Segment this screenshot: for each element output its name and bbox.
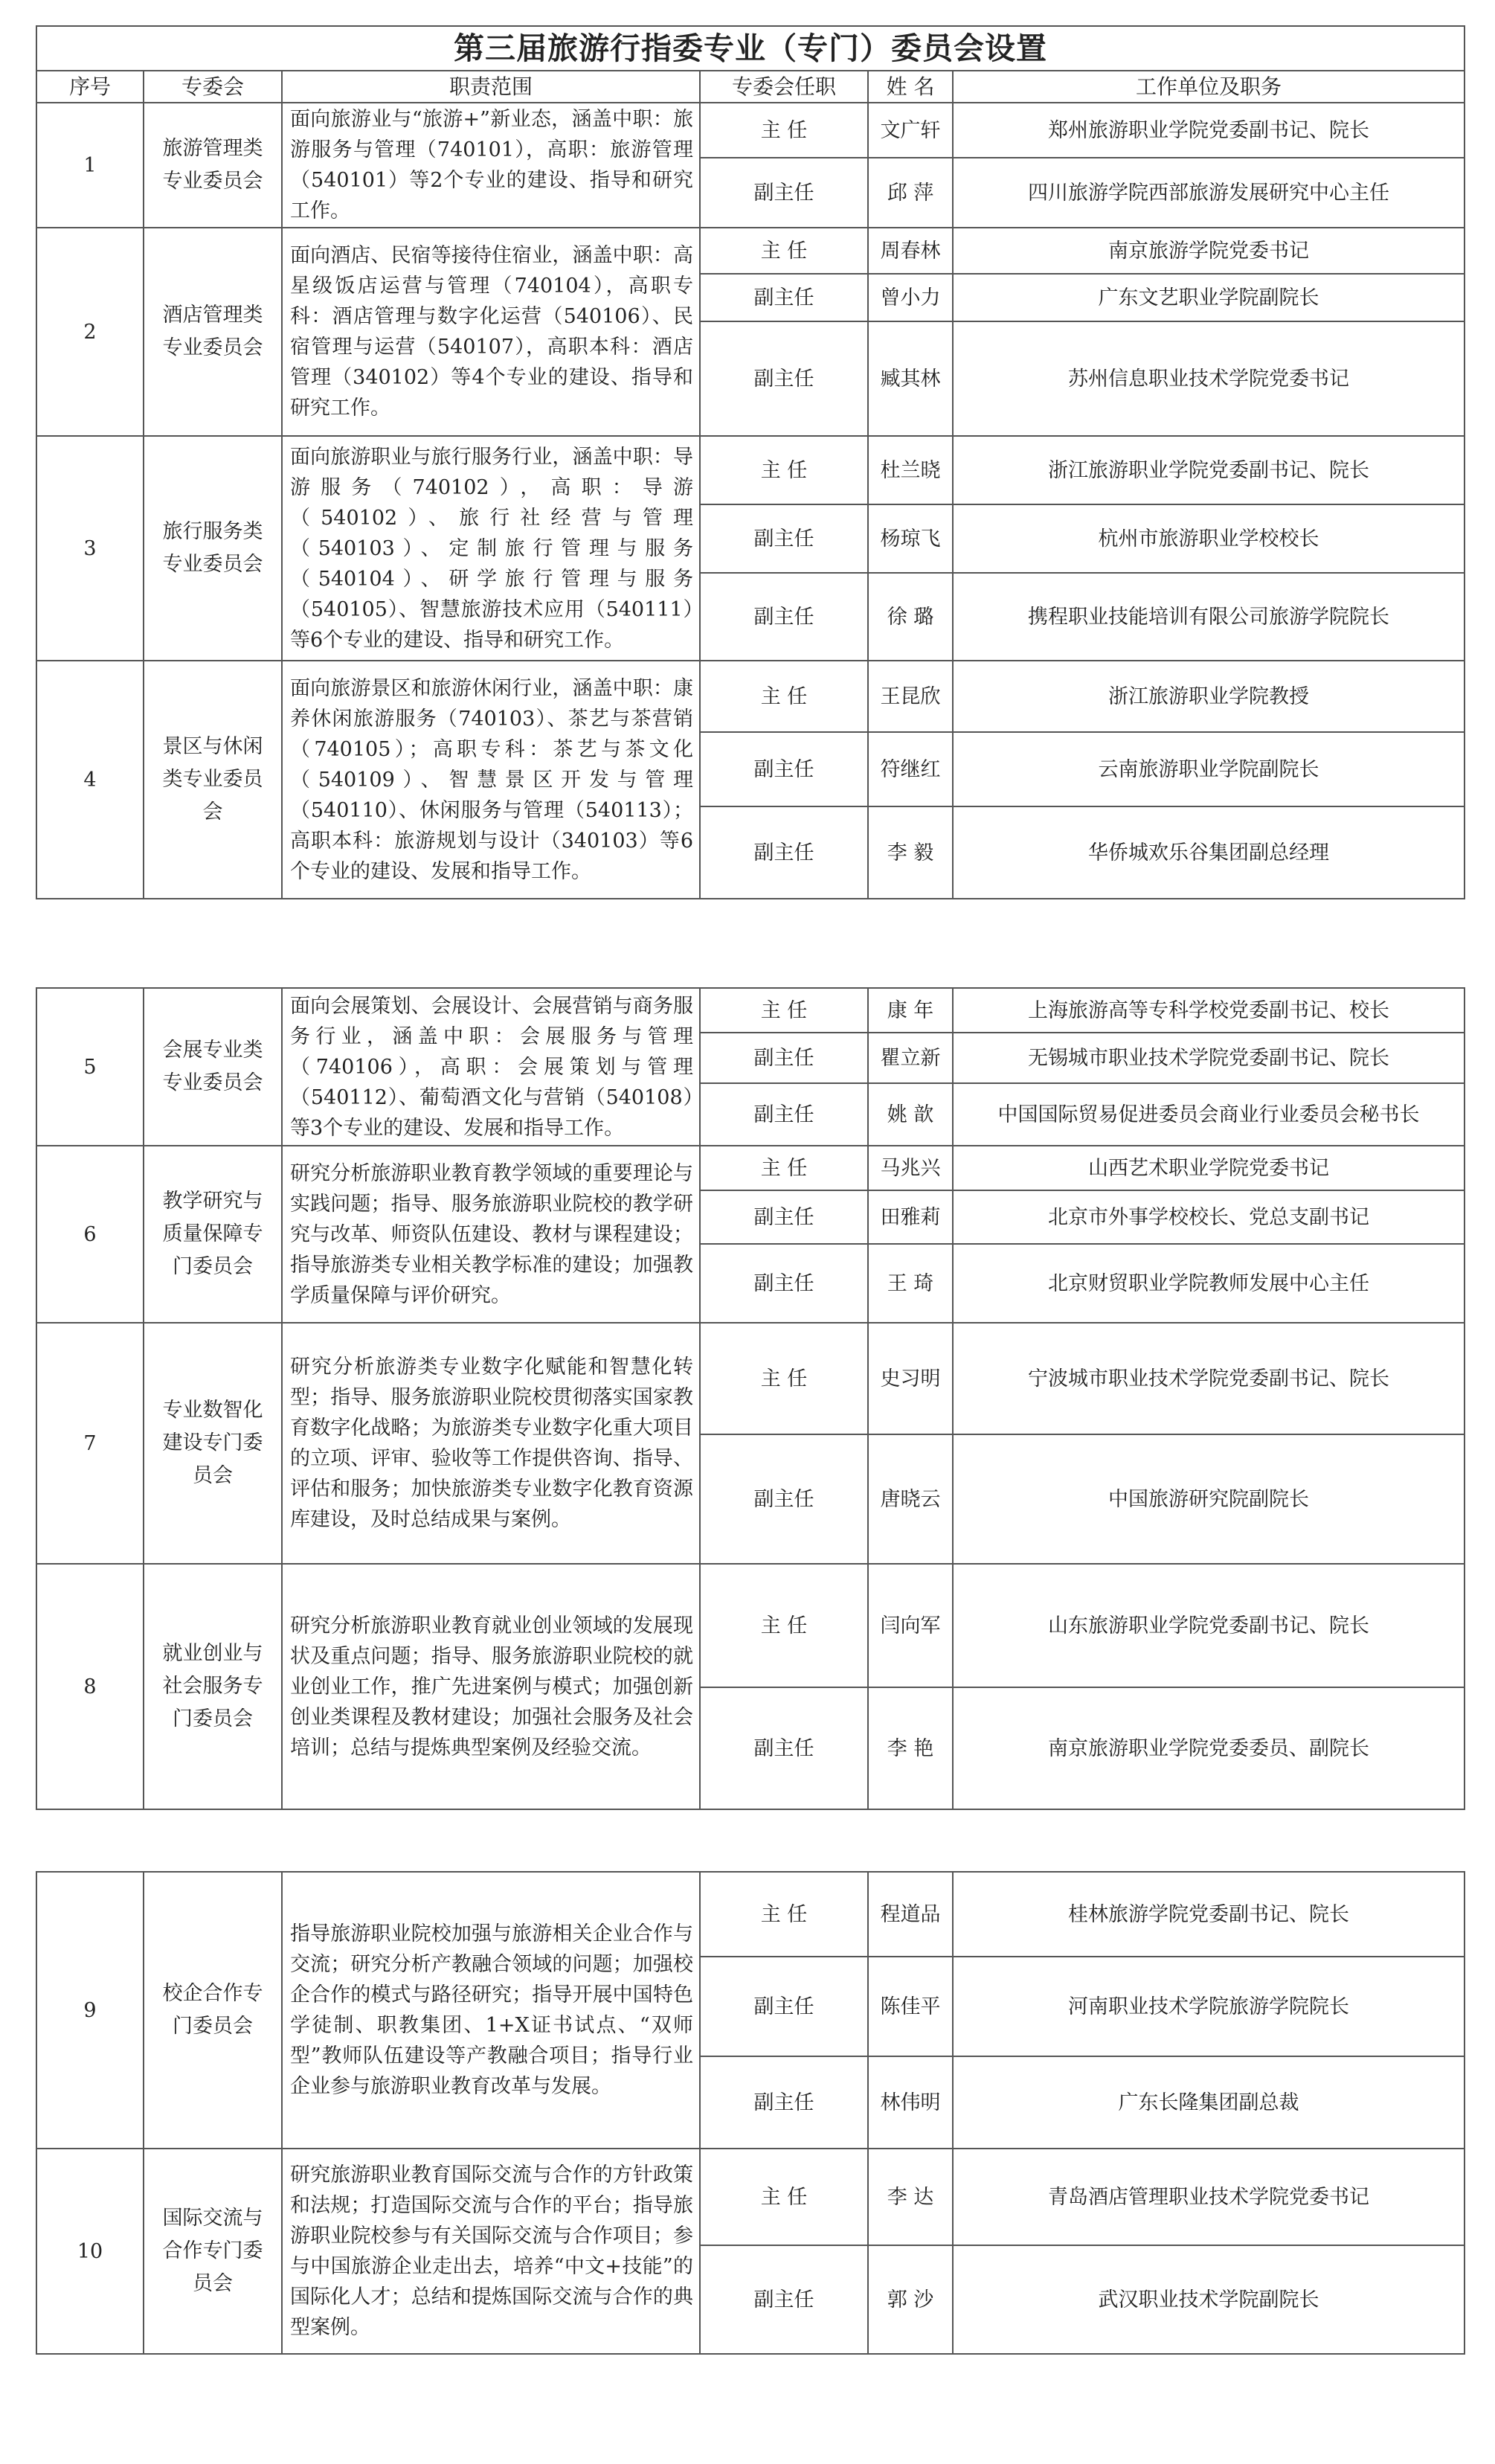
committee-table-part-1 (36, 25, 1465, 899)
committee-scope: 研究分析旅游职业教育教学领域的重要理论与实践问题；指导、服务旅游职业院校的教学研究与改革、师资队伍建设、教材与课程建设；指导旅游类专业相关教学标准的建设；加强教学质量保障与评价研究。 (282, 1146, 700, 1323)
member-name: 徐 璐 (868, 573, 953, 661)
committee-scope: 面向旅游职业与旅行服务行业，涵盖中职：导游服务（740102），高职：导游（540102）、旅行社经营与管理（540103）、定制旅行管理与服务（540104）、研学旅行管理与服务（540105）、智慧旅游技术应用（540111）等6个专业的建设、指导和研究工作。 (282, 436, 700, 661)
member-role: 副主任 (700, 1244, 868, 1323)
member-unit: 宁波城市职业技术学院党委副书记、院长 (953, 1323, 1465, 1434)
member-role: 主 任 (700, 2149, 868, 2245)
header-unit: 工作单位及职务 (953, 71, 1465, 103)
header-no: 序号 (36, 71, 144, 103)
table-row (36, 661, 1465, 732)
committee-name: 旅行服务类专业委员会 (144, 436, 282, 661)
member-name: 李 艳 (868, 1687, 953, 1809)
member-unit: 武汉职业技术学院副院长 (953, 2245, 1465, 2354)
header-role: 专委会任职 (700, 71, 868, 103)
table-row (36, 103, 1465, 158)
member-name: 王昆欣 (868, 661, 953, 732)
member-role: 副主任 (700, 274, 868, 321)
committee-number: 10 (36, 2149, 144, 2354)
member-role: 主 任 (700, 988, 868, 1033)
committee-scope: 研究旅游职业教育国际交流与合作的方针政策和法规；打造国际交流与合作的平台；指导旅游职业院校参与有关国际交流与合作项目；参与中国旅游企业走出去，培养“中文+技能”的国际化人才；总结和提炼国际交流与合作的典型案例。 (282, 2149, 700, 2354)
committee-number: 6 (36, 1146, 144, 1323)
committee-scope: 研究分析旅游类专业数字化赋能和智慧化转型；指导、服务旅游职业院校贯彻落实国家教育数字化战略；为旅游类专业数字化重大项目的立项、评审、验收等工作提供咨询、指导、评估和服务；加快旅游类专业数字化教育资源库建设，及时总结成果与案例。 (282, 1323, 700, 1564)
committee-scope: 面向酒店、民宿等接待住宿业，涵盖中职：高星级饭店运营与管理（740104），高职专科：酒店管理与数字化运营（540106）、民宿管理与运营（540107），高职本科：酒店管理（340102）等4个专业的建设、指导和研究工作。 (282, 228, 700, 436)
member-unit: 上海旅游高等专科学校党委副书记、校长 (953, 988, 1465, 1033)
table-row (36, 1323, 1465, 1434)
member-name: 曾小力 (868, 274, 953, 321)
member-unit: 青岛酒店管理职业技术学院党委书记 (953, 2149, 1465, 2245)
member-unit: 苏州信息职业技术学院党委书记 (953, 321, 1465, 436)
committee-number: 4 (36, 661, 144, 899)
member-name: 文广轩 (868, 103, 953, 158)
member-role: 副主任 (700, 1190, 868, 1244)
member-name: 郭 沙 (868, 2245, 953, 2354)
member-name: 臧其林 (868, 321, 953, 436)
member-name: 史习明 (868, 1323, 953, 1434)
member-name: 姚 歆 (868, 1083, 953, 1146)
member-role: 主 任 (700, 661, 868, 732)
member-role: 副主任 (700, 321, 868, 436)
member-name: 杜兰晓 (868, 436, 953, 504)
committee-name: 酒店管理类专业委员会 (144, 228, 282, 436)
member-unit: 浙江旅游职业学院党委副书记、院长 (953, 436, 1465, 504)
member-name: 李 毅 (868, 806, 953, 899)
member-name: 邱 萍 (868, 158, 953, 228)
member-role: 副主任 (700, 1033, 868, 1083)
member-unit: 北京市外事学校校长、党总支副书记 (953, 1190, 1465, 1244)
committee-name: 国际交流与合作专门委员会 (144, 2149, 282, 2354)
member-role: 副主任 (700, 573, 868, 661)
member-unit: 浙江旅游职业学院教授 (953, 661, 1465, 732)
table-row (36, 2149, 1465, 2245)
committee-name: 就业创业与社会服务专门委员会 (144, 1564, 282, 1809)
member-name: 陈佳平 (868, 1957, 953, 2056)
table-row (36, 1872, 1465, 1957)
committee-scope: 面向旅游景区和旅游休闲行业，涵盖中职：康养休闲旅游服务（740103）、茶艺与茶营销（740105）；高职专科：茶艺与茶文化（540109）、智慧景区开发与管理（540110）、休闲服务与管理（540113）；高职本科：旅游规划与设计（340103）等6个专业的建设、发展和指导工作。 (282, 661, 700, 899)
committee-scope: 研究分析旅游职业教育就业创业领域的发展现状及重点问题；指导、服务旅游职业院校的就业创业工作，推广先进案例与模式；加强创新创业类课程及教材建设；加强社会服务及社会培训；总结与提炼典型案例及经验交流。 (282, 1564, 700, 1809)
page-title: 第三届旅游行指委专业（专门）委员会设置 (36, 26, 1465, 71)
member-role: 副主任 (700, 1434, 868, 1564)
member-unit: 无锡城市职业技术学院党委副书记、院长 (953, 1033, 1465, 1083)
committee-number: 2 (36, 228, 144, 436)
member-unit: 云南旅游职业学院副院长 (953, 732, 1465, 806)
member-role: 主 任 (700, 1564, 868, 1687)
member-name: 程道品 (868, 1872, 953, 1957)
member-role: 主 任 (700, 228, 868, 274)
member-unit: 北京财贸职业学院教师发展中心主任 (953, 1244, 1465, 1323)
member-name: 瞿立新 (868, 1033, 953, 1083)
member-name: 周春林 (868, 228, 953, 274)
table-row (36, 988, 1465, 1033)
member-name: 林伟明 (868, 2056, 953, 2149)
member-name: 杨琼飞 (868, 504, 953, 573)
member-unit: 中国国际贸易促进委员会商业行业委员会秘书长 (953, 1083, 1465, 1146)
committee-name: 景区与休闲类专业委员会 (144, 661, 282, 899)
member-name: 符继红 (868, 732, 953, 806)
committee-number: 9 (36, 1872, 144, 2149)
member-unit: 南京旅游职业学院党委委员、副院长 (953, 1687, 1465, 1809)
committee-scope: 面向会展策划、会展设计、会展营销与商务服务行业，涵盖中职：会展服务与管理（740106），高职：会展策划与管理（540112）、葡萄酒文化与营销（540108）等3个专业的建设、发展和指导工作。 (282, 988, 700, 1146)
member-role: 副主任 (700, 504, 868, 573)
member-name: 闫向军 (868, 1564, 953, 1687)
member-name: 李 达 (868, 2149, 953, 2245)
member-role: 主 任 (700, 436, 868, 504)
member-name: 康 年 (868, 988, 953, 1033)
member-role: 副主任 (700, 2056, 868, 2149)
member-role: 主 任 (700, 1872, 868, 1957)
member-role: 主 任 (700, 1323, 868, 1434)
table-row (36, 436, 1465, 504)
member-unit: 广东长隆集团副总裁 (953, 2056, 1465, 2149)
member-role: 副主任 (700, 806, 868, 899)
member-unit: 南京旅游学院党委书记 (953, 228, 1465, 274)
committee-table-part-2 (36, 987, 1465, 1810)
member-name: 田雅莉 (868, 1190, 953, 1244)
member-role: 副主任 (700, 1083, 868, 1146)
member-name: 唐晓云 (868, 1434, 953, 1564)
member-unit: 四川旅游学院西部旅游发展研究中心主任 (953, 158, 1465, 228)
member-role: 副主任 (700, 1957, 868, 2056)
member-unit: 中国旅游研究院副院长 (953, 1434, 1465, 1564)
member-role: 副主任 (700, 158, 868, 228)
committee-number: 8 (36, 1564, 144, 1809)
committee-number: 7 (36, 1323, 144, 1564)
committee-name: 校企合作专门委员会 (144, 1872, 282, 2149)
member-role: 副主任 (700, 1687, 868, 1809)
member-unit: 山东旅游职业学院党委副书记、院长 (953, 1564, 1465, 1687)
member-unit: 华侨城欢乐谷集团副总经理 (953, 806, 1465, 899)
committee-name: 教学研究与质量保障专门委员会 (144, 1146, 282, 1323)
member-role: 副主任 (700, 2245, 868, 2354)
member-unit: 桂林旅游学院党委副书记、院长 (953, 1872, 1465, 1957)
member-unit: 杭州市旅游职业学校校长 (953, 504, 1465, 573)
committee-name: 专业数智化建设专门委员会 (144, 1323, 282, 1564)
committee-scope: 面向旅游业与“旅游+”新业态，涵盖中职：旅游服务与管理（740101），高职：旅游管理（540101）等2个专业的建设、指导和研究工作。 (282, 103, 700, 228)
committee-scope: 指导旅游职业院校加强与旅游相关企业合作与交流；研究分析产教融合领域的问题；加强校企合作的模式与路径研究；指导开展中国特色学徒制、职教集团、1+X证书试点、“双师型”教师队伍建设等产教融合项目；指导行业企业参与旅游职业教育改革与发展。 (282, 1872, 700, 2149)
committee-table-part-3 (36, 1871, 1465, 2355)
committee-number: 5 (36, 988, 144, 1146)
table-row (36, 1146, 1465, 1190)
table-row (36, 228, 1465, 274)
member-unit: 郑州旅游职业学院党委副书记、院长 (953, 103, 1465, 158)
header-committee: 专委会 (144, 71, 282, 103)
member-name: 王 琦 (868, 1244, 953, 1323)
member-unit: 广东文艺职业学院副院长 (953, 274, 1465, 321)
member-unit: 携程职业技能培训有限公司旅游学院院长 (953, 573, 1465, 661)
header-scope: 职责范围 (282, 71, 700, 103)
member-name: 马兆兴 (868, 1146, 953, 1190)
member-role: 副主任 (700, 732, 868, 806)
committee-number: 1 (36, 103, 144, 228)
member-role: 主 任 (700, 103, 868, 158)
committee-name: 会展专业类专业委员会 (144, 988, 282, 1146)
header-name: 姓 名 (868, 71, 953, 103)
member-role: 主 任 (700, 1146, 868, 1190)
member-unit: 山西艺术职业学院党委书记 (953, 1146, 1465, 1190)
committee-name: 旅游管理类专业委员会 (144, 103, 282, 228)
table-row (36, 1564, 1465, 1687)
committee-number: 3 (36, 436, 144, 661)
member-unit: 河南职业技术学院旅游学院院长 (953, 1957, 1465, 2056)
